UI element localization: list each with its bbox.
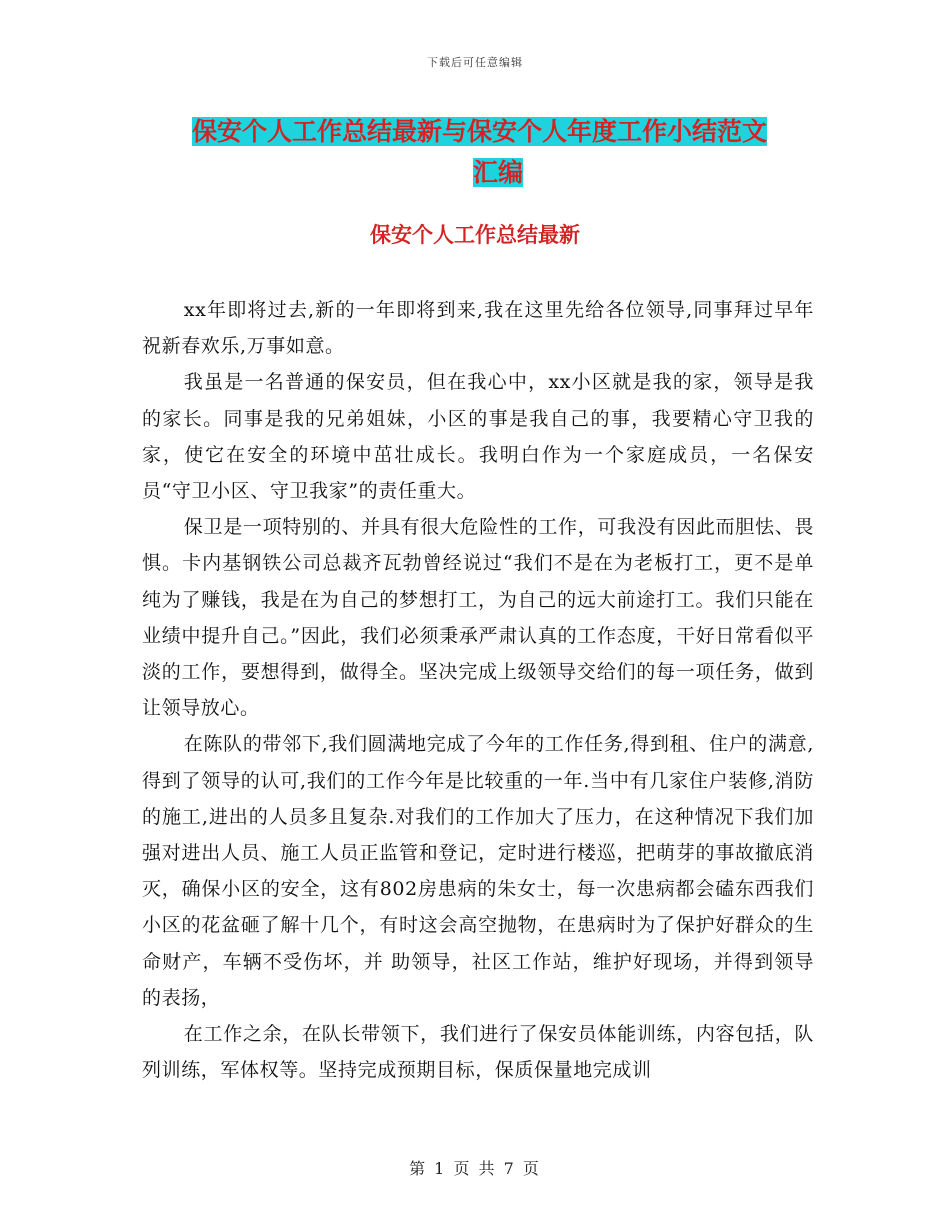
paragraph: 在陈队的带邻下,我们圆满地完成了今年的工作任务,得到租、住户的满意,得到了领导的认可,我们的工作今年是比较重的一年.当中有几家住户装修,消防的施工,进出的人员多且复杂.对我们的工作加大了压力，在这种情况下我们加强对进出人员、施工人员正监管和登记，定时进行楼巡，把萌芽的事故撤底消灭，确保小区的安全，这有802房患病的朱女士，每一次患病都会磕东西我们小区的花盆砸了解十几个，有时这会高空抛物，在患病时为了保护好群众的生命财产，车辆不受伤坏，并 助领导，社区工作站，维护好现场，并得到领导的表扬， [142,733,814,1009]
page-footer: 第 1 页 共 7 页 [409,1159,541,1178]
title-line-1: 保安个人工作总结最新与保安个人年度工作小结范文 [192,117,768,146]
title-line-2: 汇编 [472,158,523,187]
header-note: 下载后可任意编辑 [427,56,523,69]
paragraph: 在工作之余，在队长带领下，我们进行了保安员体能训练，内容包括，队列训练，军体权等。坚持完成预期目标，保质保量地完成训 [142,1023,814,1082]
paragraph: xx年即将过去,新的一年即将到来,我在这里先给各位领导,同事拜过早年祝新春欢乐,万事如意。 [142,299,814,358]
body-text [142,292,814,1088]
title-line-2-wrapper [192,152,804,193]
paragraph: 保卫是一项特别的、并具有很大危险性的工作，可我没有因此而胆怯、畏惧。卡内基钢铁公司总裁齐瓦勃曾经说过“我们不是在为老板打工，更不是单纯为了赚钱，我是在为自己的梦想打工，为自己的远大前途打工。我们只能在业绩中提升自己。”因此，我们必须秉承严肃认真的工作态度，干好日常看似平淡的工作，要想得到，做得全。坚决完成上级领导交给们的每一项任务，做到让领导放心。 [142,516,814,720]
document-title [192,111,804,193]
paragraph: 我虽是一名普通的保安员，但在我心中，xx小区就是我的家，领导是我的家长。同事是我的兄弟姐妹，小区的事是我自己的事，我要精心守卫我的家，使它在安全的环境中茁壮成长。我明白作为一个家庭成员，一名保安员“守卫小区、守卫我家”的责任重大。 [142,371,814,503]
section-title: 保安个人工作总结最新 [370,223,580,247]
